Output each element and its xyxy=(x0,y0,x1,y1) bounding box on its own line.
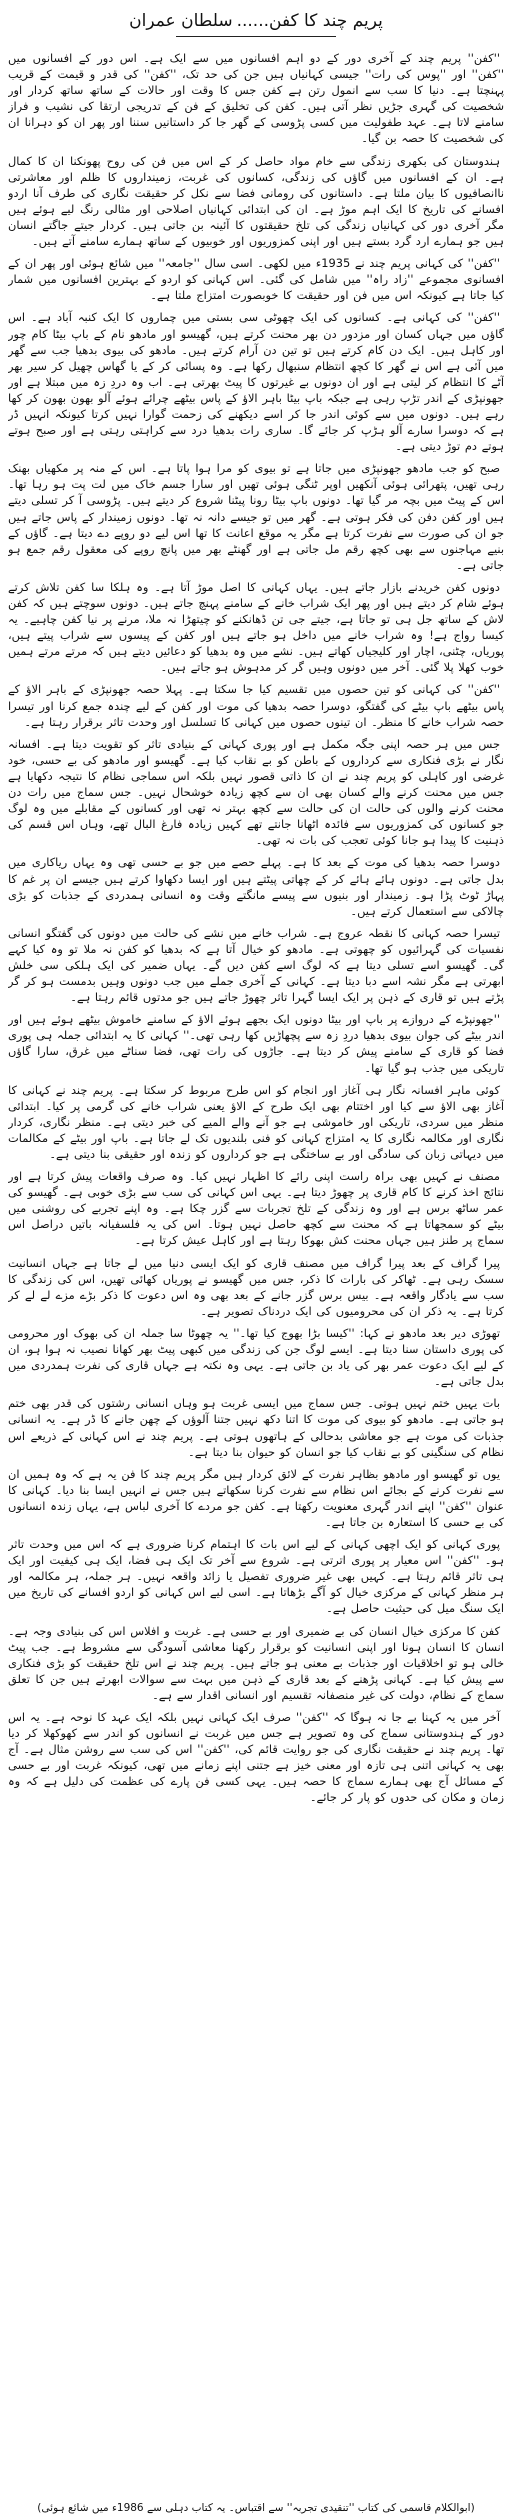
page-title xyxy=(123,6,389,34)
title-text: پریم چند کا کفن xyxy=(269,11,383,31)
paragraph: جس میں ہر حصہ اپنی جگہ مکمل ہے اور پوری کہانی کے بنیادی تاثر کو تقویت دیتا ہے۔ افسانہ نگار نے بڑی فنکاری سے کرداروں کے باطن کو بے نقاب کیا ہے۔ گھیسو اور مادھو کی بے حسی، خود غرضی اور کاہلی کو پریم چند نے ان کا ذاتی قصور نہیں بلکہ اس سماجی نظام کا نتیجہ دکھایا ہے جس میں محنت کرنے والے کسان بھی ان سے کچھ زیادہ خوشحال نہیں۔ جس سماج میں رات دن محنت کرنے والوں کی حالت ان کی حالت سے کچھ بہتر نہ تھی اور کسانوں کے مقابلے میں وہ لوگ جو کسانوں کی کمزوریوں سے فائدہ اٹھانا جانتے تھے کہیں زیادہ فارغ البال تھے، وہاں اس قسم کی ذہنیت کا پیدا ہو جانا کوئی تعجب کی بات نہ تھی۔ xyxy=(8,736,504,848)
article-header xyxy=(8,6,504,52)
paragraph: ''جھونپڑے کے دروازے پر باپ اور بیٹا دونوں ایک بجھے ہوئے الاؤ کے سامنے خاموش بیٹھے ہوئے ہیں اور اندر بیٹے کی جوان بیوی بدھیا دردِ زہ سے پچھاڑیں کھا رہی تھی۔'' کہانی کا یہ ابتدائی جملہ ہی پوری فضا کو قاری کے سامنے پیش کر دیتا ہے۔ جاڑوں کی رات تھی، فضا سناٹے میں غرق، سارا گاؤں تاریکی میں جذب ہو گیا تھا۔ xyxy=(8,1012,504,1075)
paragraph: دونوں کفن خریدنے بازار جاتے ہیں۔ یہاں کہانی کا اصل موڑ آتا ہے۔ وہ ہلکا سا کفن تلاش کرتے ہوئے شام کر دیتے ہیں اور پھر ایک شراب خانے کے سامنے پہنچ جاتے ہیں۔ دونوں سوچتے ہیں کہ کفن لاش کے ساتھ جل ہی تو جاتا ہے، جیتے جی تن ڈھانکنے کو چیتھڑا نہ ملا، مرنے پر نیا کفن چاہیے۔ یہ کیسا رواج ہے! وہ شراب خانے میں داخل ہو جاتے ہیں اور کفن کے پیسوں سے شراب پیتے ہیں، پوریاں، چٹنی، اچار اور کلیجیاں کھاتے ہیں۔ نشے میں وہ بدھیا کو دعائیں دیتے ہیں کہ مرتے مرتے ہمیں خوب کھلا پلا گئی۔ آخر میں دونوں وہیں گر کر مدہوش ہو جاتے ہیں۔ xyxy=(8,579,504,675)
title-underline xyxy=(176,36,336,37)
article-body xyxy=(8,50,504,2518)
paragraph: دوسرا حصہ بدھیا کی موت کے بعد کا ہے۔ پہلے حصے میں جو بے حسی تھی وہ یہاں ریاکاری میں بدل جاتی ہے۔ دونوں ہائے ہائے کر کے چھاتی پیٹتے ہیں اور ایسا دکھاوا کرتے ہیں جیسے ان پر غم کا پہاڑ ٹوٹ پڑا ہو۔ زمیندار اور بنیوں سے پیسے مانگتے وقت وہ انسانی ہمدردی کے جذبات کو بڑی چالاکی سے استعمال کرتے ہیں۔ xyxy=(8,855,504,918)
paragraph: آخر میں یہ کہنا بے جا نہ ہوگا کہ ''کفن'' صرف ایک کہانی نہیں بلکہ ایک عہد کا نوحہ ہے۔ یہ اس دور کے ہندوستانی سماج کی وہ تصویر ہے جس میں غربت نے انسانوں کو اندر سے کھوکھلا کر دیا تھا۔ پریم چند نے حقیقت نگاری کی جو روایت قائم کی، ''کفن'' اس کی سب سے روشن مثال ہے۔ آج بھی یہ کہانی اتنی ہی تازہ اور معنی خیز ہے جتنی اپنے زمانے میں تھی، کیونکہ غربت اور بے حسی کے مسائل آج بھی ہمارے سماج کا حصہ ہیں۔ یہی کسی فن پارے کی عظمت کی دلیل ہے کہ وہ زمان و مکان کی حدوں کو پار کر جائے۔ xyxy=(8,1710,504,1805)
paragraph: تیسرا حصہ کہانی کا نقطہ عروج ہے۔ شراب خانے میں نشے کی حالت میں دونوں کی گفتگو انسانی نفسیات کی گہرائیوں کو چھوتی ہے۔ مادھو کو خیال آتا ہے کہ بدھیا کو کفن نہ ملا تو وہ کیا کہے گی۔ گھیسو اسے تسلی دیتا ہے کہ لوگ اسے کفن دیں گے۔ یہاں ضمیر کی ایک ہلکی سی خلش ابھرتی ہے مگر نشہ اسے دبا دیتا ہے۔ کہانی کے آخری جملے میں جب دونوں وہیں بدمست ہو کر گر پڑتے ہیں تو قاری کے ذہن پر ایک ایسا گہرا تاثر چھوڑ جاتے ہیں جو مدتوں قائم رہتا ہے۔ xyxy=(8,925,504,1005)
title-separator: ...... xyxy=(236,11,270,31)
paragraph: پیرا گراف کے بعد پیرا گراف میں مصنف قاری کو ایک ایسی دنیا میں لے جاتا ہے جہاں انسانیت سسک رہی ہے۔ ٹھاکر کی بارات کا ذکر، جس میں گھیسو نے پوریاں کھائی تھیں، اس کی زندگی کا سب سے یادگار واقعہ ہے۔ بیس برس گزر جانے کے بعد بھی وہ اس دعوت کا ذکر بڑے مزے لے لے کر کرتا ہے۔ یہ ذکر ان کی محرومیوں کی ایک دردناک تصویر ہے۔ xyxy=(8,1255,504,1318)
paragraph: ہندوستان کی بکھری زندگی سے خام مواد حاصل کر کے اس میں فن کی روح پھونکنا ان کا کمال ہے۔ ان کے افسانوں میں گاؤں کی زندگی، کسانوں کی غربت، زمینداروں کا ظلم اور معاشرتی ناانصافیوں کا بیان ملتا ہے۔ داستانوں کی رومانی فضا سے نکل کر حقیقت نگاری کی طرف آنا اردو افسانے کی تاریخ کا ایک اہم موڑ ہے۔ ان کی ابتدائی کہانیاں اصلاحی اور مثالی رنگ لیے ہوئے ہیں مگر آخری دور کی کہانیاں زندگی کی تلخ حقیقتوں کا آئینہ بن جاتی ہیں۔ کردار جیتے جاگتے انسان ہیں جو ہمارے ارد گرد بستے ہیں اور اپنی کمزوریوں اور خوبیوں کے ساتھ ہمارے سامنے آتے ہیں۔ xyxy=(8,153,504,249)
author-name: سلطان عمران xyxy=(129,11,233,31)
paragraph: ''کفن'' کی کہانی پریم چند نے 1935ء میں لکھی۔ اسی سال ''جامعہ'' میں شائع ہوئی اور پھر ان کے افسانوی مجموعے ''زاد راہ'' میں شامل کی گئی۔ اس کہانی کو اردو کے بہترین افسانوں میں شمار کیا جاتا ہے کیونکہ اس میں فن اور حقیقت کا خوبصورت امتزاج ملتا ہے۔ xyxy=(8,256,504,303)
paragraph: کفن کا مرکزی خیال انسان کی بے ضمیری اور بے حسی ہے۔ غربت و افلاس اس کی بنیادی وجہ ہے۔ انسان کا انسان ہونا اور اپنی انسانیت کو برقرار رکھنا معاشی آسودگی سے مشروط ہے۔ جب پیٹ خالی ہو تو اخلاقیات اور جذبات بے معنی ہو جاتے ہیں۔ پریم چند نے اس تلخ حقیقت کو بڑی فنکاری سے پیش کیا ہے۔ کہانی پڑھنے کے بعد قاری کے ذہن میں بہت سے سوالات ابھرتے ہیں جن کا تعلق سماج کے نظام، دولت کی غیر منصفانہ تقسیم اور انسانی اقدار سے ہے۔ xyxy=(8,1623,504,1702)
paragraph: مصنف نے کہیں بھی براہ راست اپنی رائے کا اظہار نہیں کیا۔ وہ صرف واقعات پیش کرتا ہے اور نتائج اخذ کرنے کا کام قاری پر چھوڑ دیتا ہے۔ یہی اس کہانی کی سب سے بڑی خوبی ہے۔ گھیسو کی عمر ساٹھ برس ہے اور وہ زندگی کے تلخ تجربات سے گزر چکا ہے۔ وہ اپنے تجربے کی روشنی میں بیٹے کو سمجھاتا ہے کہ محنت سے کچھ حاصل نہیں ہوتا۔ اس کی یہ فلسفیانہ باتیں دراصل اس سماج پر طنز ہیں جہاں محنت کش بھوکا رہتا ہے اور کاہل عیش کرتا ہے۔ xyxy=(8,1169,504,1248)
paragraph: صبح کو جب مادھو جھونپڑی میں جاتا ہے تو بیوی کو مرا ہوا پاتا ہے۔ اس کے منہ پر مکھیاں بھنک رہی تھیں، پتھرائی ہوئی آنکھیں اوپر ٹنگی ہوئی تھیں اور سارا جسم خاک میں لت پت ہو رہا تھا۔ اس کے پیٹ میں بچہ مر گیا تھا۔ دونوں باپ بیٹا رونا پیٹنا شروع کر دیتے ہیں۔ پڑوسی آ کر تسلی دیتے ہیں اور کفن دفن کی فکر ہوتی ہے۔ گھر میں تو جیسے دانہ نہ تھا۔ دونوں زمیندار کے پاس جاتے ہیں جو ان کی صورت سے نفرت کرتا ہے مگر یہ موقع اعانت کا تھا اس لیے دو روپے دے دیتا ہے۔ گاؤں کے بنیے مہاجنوں سے بھی کچھ رقم مل جاتی ہے اور گھنٹے بھر میں پانچ روپے کی معقول رقم جمع ہو جاتی ہے۔ xyxy=(8,461,504,572)
paragraph: پوری کہانی کو ایک اچھی کہانی کے لیے اس بات کا اہتمام کرنا ضروری ہے کہ اس میں وحدت تاثر ہو۔ ''کفن'' اس معیار پر پوری اترتی ہے۔ شروع سے آخر تک ایک ہی فضا، ایک ہی کیفیت اور ایک ہی تاثر قائم رہتا ہے۔ کہیں بھی غیر ضروری تفصیل یا زائد واقعہ نہیں۔ ہر جملہ، ہر مکالمہ اور ہر منظر کہانی کے مرکزی خیال کو آگے بڑھاتا ہے۔ اسی لیے اس کہانی کو اردو افسانے کی تاریخ میں ایک سنگ میل کی حیثیت حاصل ہے۔ xyxy=(8,1537,504,1616)
paragraph: ''کفن'' پریم چند کے آخری دور کے دو اہم افسانوں میں سے ایک ہے۔ اس دور کے افسانوں میں ''کفن'' اور ''پوس کی رات'' جیسی کہانیاں ہیں جن کی حد تک، ''کفن'' کی قدر و قیمت کے قریب پہنچتا ہے۔ دنیا کا سب سے انمول رتن ہے کفن جس کا وقت اور حالات کے ساتھ ساتھ کردار اور شخصیت کی گہری جڑیں نظر آتی ہیں۔ کفن کی تخلیق کے فن کے تدریجی ارتقا کی نشیب و فراز سامنے لاتا ہے۔ عہد طفولیت میں کسی پڑوسی کے گھر جا کر داستانیں سننا اور پھر ان کو دہرانا ان کی شخصیت کا حصہ بن گیا۔ xyxy=(8,51,504,146)
paragraph: یوں تو گھیسو اور مادھو بظاہر نفرت کے لائق کردار ہیں مگر پریم چند کا فن یہ ہے کہ وہ ہمیں ان سے نفرت کرنے کے بجائے اس نظام سے نفرت کرنا سکھاتے ہیں جس نے انہیں ایسا بنا دیا۔ کہانی کا عنوان ''کفن'' اپنے اندر گہری معنویت رکھتا ہے۔ کفن جو مردے کا آخری لباس ہے، یہاں زندہ انسانوں کی بے حسی کا استعارہ بن جاتا ہے۔ xyxy=(8,1466,504,1529)
paragraph: تھوڑی دیر بعد مادھو نے کہا: ''کیسا بڑا بھوج کیا تھا۔'' یہ چھوٹا سا جملہ ان کی بھوک اور محرومی کی پوری داستان سنا دیتا ہے۔ ایسے لوگ جن کی زندگی میں کبھی پیٹ بھر کھانا نصیب نہ ہوا ہو، ان کے لیے ایک دعوت عمر بھر کی یاد بن جاتی ہے۔ یہی وہ نکتہ ہے جہاں قاری کی نفرت ہمدردی میں بدل جاتی ہے۔ xyxy=(8,1325,504,1389)
paragraph: ''کفن'' کی کہانی ہے۔ کسانوں کی ایک چھوٹی سی بستی میں چماروں کا ایک کنبہ آباد ہے۔ اس گاؤں میں جہاں کسان اور مزدور دن بھر محنت کرتے ہیں، گھیسو اور مادھو نام کے باپ بیٹا کام چور اور کاہل ہیں۔ ایک دن کام کرتے ہیں تو تین دن آرام کرتے ہیں۔ مادھو کی بیوی بدھیا جب سے گھر میں آئی ہے اس نے گھر کا کچھ انتظام سنبھال رکھا ہے۔ وہ پسائی کر کے یا گھاس چھیل کر سیر بھر آٹے کا انتظام کر لیتی ہے اور ان دونوں بے غیرتوں کا پیٹ بھرتی ہے۔ اب وہ دردِ زہ میں مبتلا ہے اور جھونپڑی کے اندر تڑپ رہی ہے جبکہ باپ بیٹا باہر الاؤ کے پاس بیٹھے چرائے ہوئے آلو بھون بھون کر کھا رہے ہیں۔ دونوں میں سے کوئی اندر جا کر اسے دیکھنے کی زحمت گوارا نہیں کرتا کیونکہ انہیں ڈر ہے کہ دوسرا سارے آلو ہڑپ کر جائے گا۔ ساری رات بدھیا درد سے کراہتی رہتی ہے اور صبح ہوتے ہوتے دم توڑ دیتی ہے۔ xyxy=(8,310,504,454)
source-note: (ابوالکلام قاسمی کی کتاب ''تنقیدی تجربہ'' سے اقتباس۔ یہ کتاب دہلی سے 1986ء میں شائع ہوئی) xyxy=(8,2501,504,2516)
paragraph: ''کفن'' کی کہانی کو تین حصوں میں تقسیم کیا جا سکتا ہے۔ پہلا حصہ جھونپڑی کے باہر الاؤ کے پاس بیٹھے باپ بیٹے کی گفتگو، دوسرا حصہ بدھیا کی موت اور کفن کے لیے چندہ جمع کرنا اور تیسرا حصہ شراب خانے کا منظر۔ ان تینوں حصوں میں کہانی کا تسلسل اور وحدت تاثر برقرار رہتا ہے۔ xyxy=(8,682,504,729)
paragraph: کوئی ماہر افسانہ نگار ہی آغاز اور انجام کو اس طرح مربوط کر سکتا ہے۔ پریم چند نے کہانی کا آغاز بھی الاؤ سے کیا اور اختتام بھی ایک طرح کے الاؤ یعنی شراب خانے کی گرمی پر کیا۔ ابتدائی منظر میں سردی، تاریکی اور خاموشی ہے جو آنے والے المیے کی خبر دیتی ہے۔ منظر نگاری، کردار نگاری اور مکالمہ نگاری کا یہ امتزاج کہانی کو فنی بلندیوں تک لے جاتا ہے۔ باپ اور بیٹے کے مکالمات میں دیہاتی زبان کی سادگی اور بے ساختگی ہے جو کرداروں کو زندہ اور حقیقی بنا دیتی ہے۔ xyxy=(8,1082,504,1161)
paragraph: بات یہیں ختم نہیں ہوتی۔ جس سماج میں ایسی غربت ہو وہاں انسانی رشتوں کی قدر بھی ختم ہو جاتی ہے۔ مادھو کو بیوی کی موت کا اتنا دکھ نہیں جتنا آلوؤں کے چھن جانے کا ڈر ہے۔ یہ انسانی جذبات کی موت ہے جو معاشی بدحالی کے ہاتھوں ہوتی ہے۔ پریم چند نے اس کہانی کے ذریعے اس نظام کی سنگینی کو بے نقاب کیا جو انسان کو حیوان بنا دیتا ہے۔ xyxy=(8,1396,504,1459)
